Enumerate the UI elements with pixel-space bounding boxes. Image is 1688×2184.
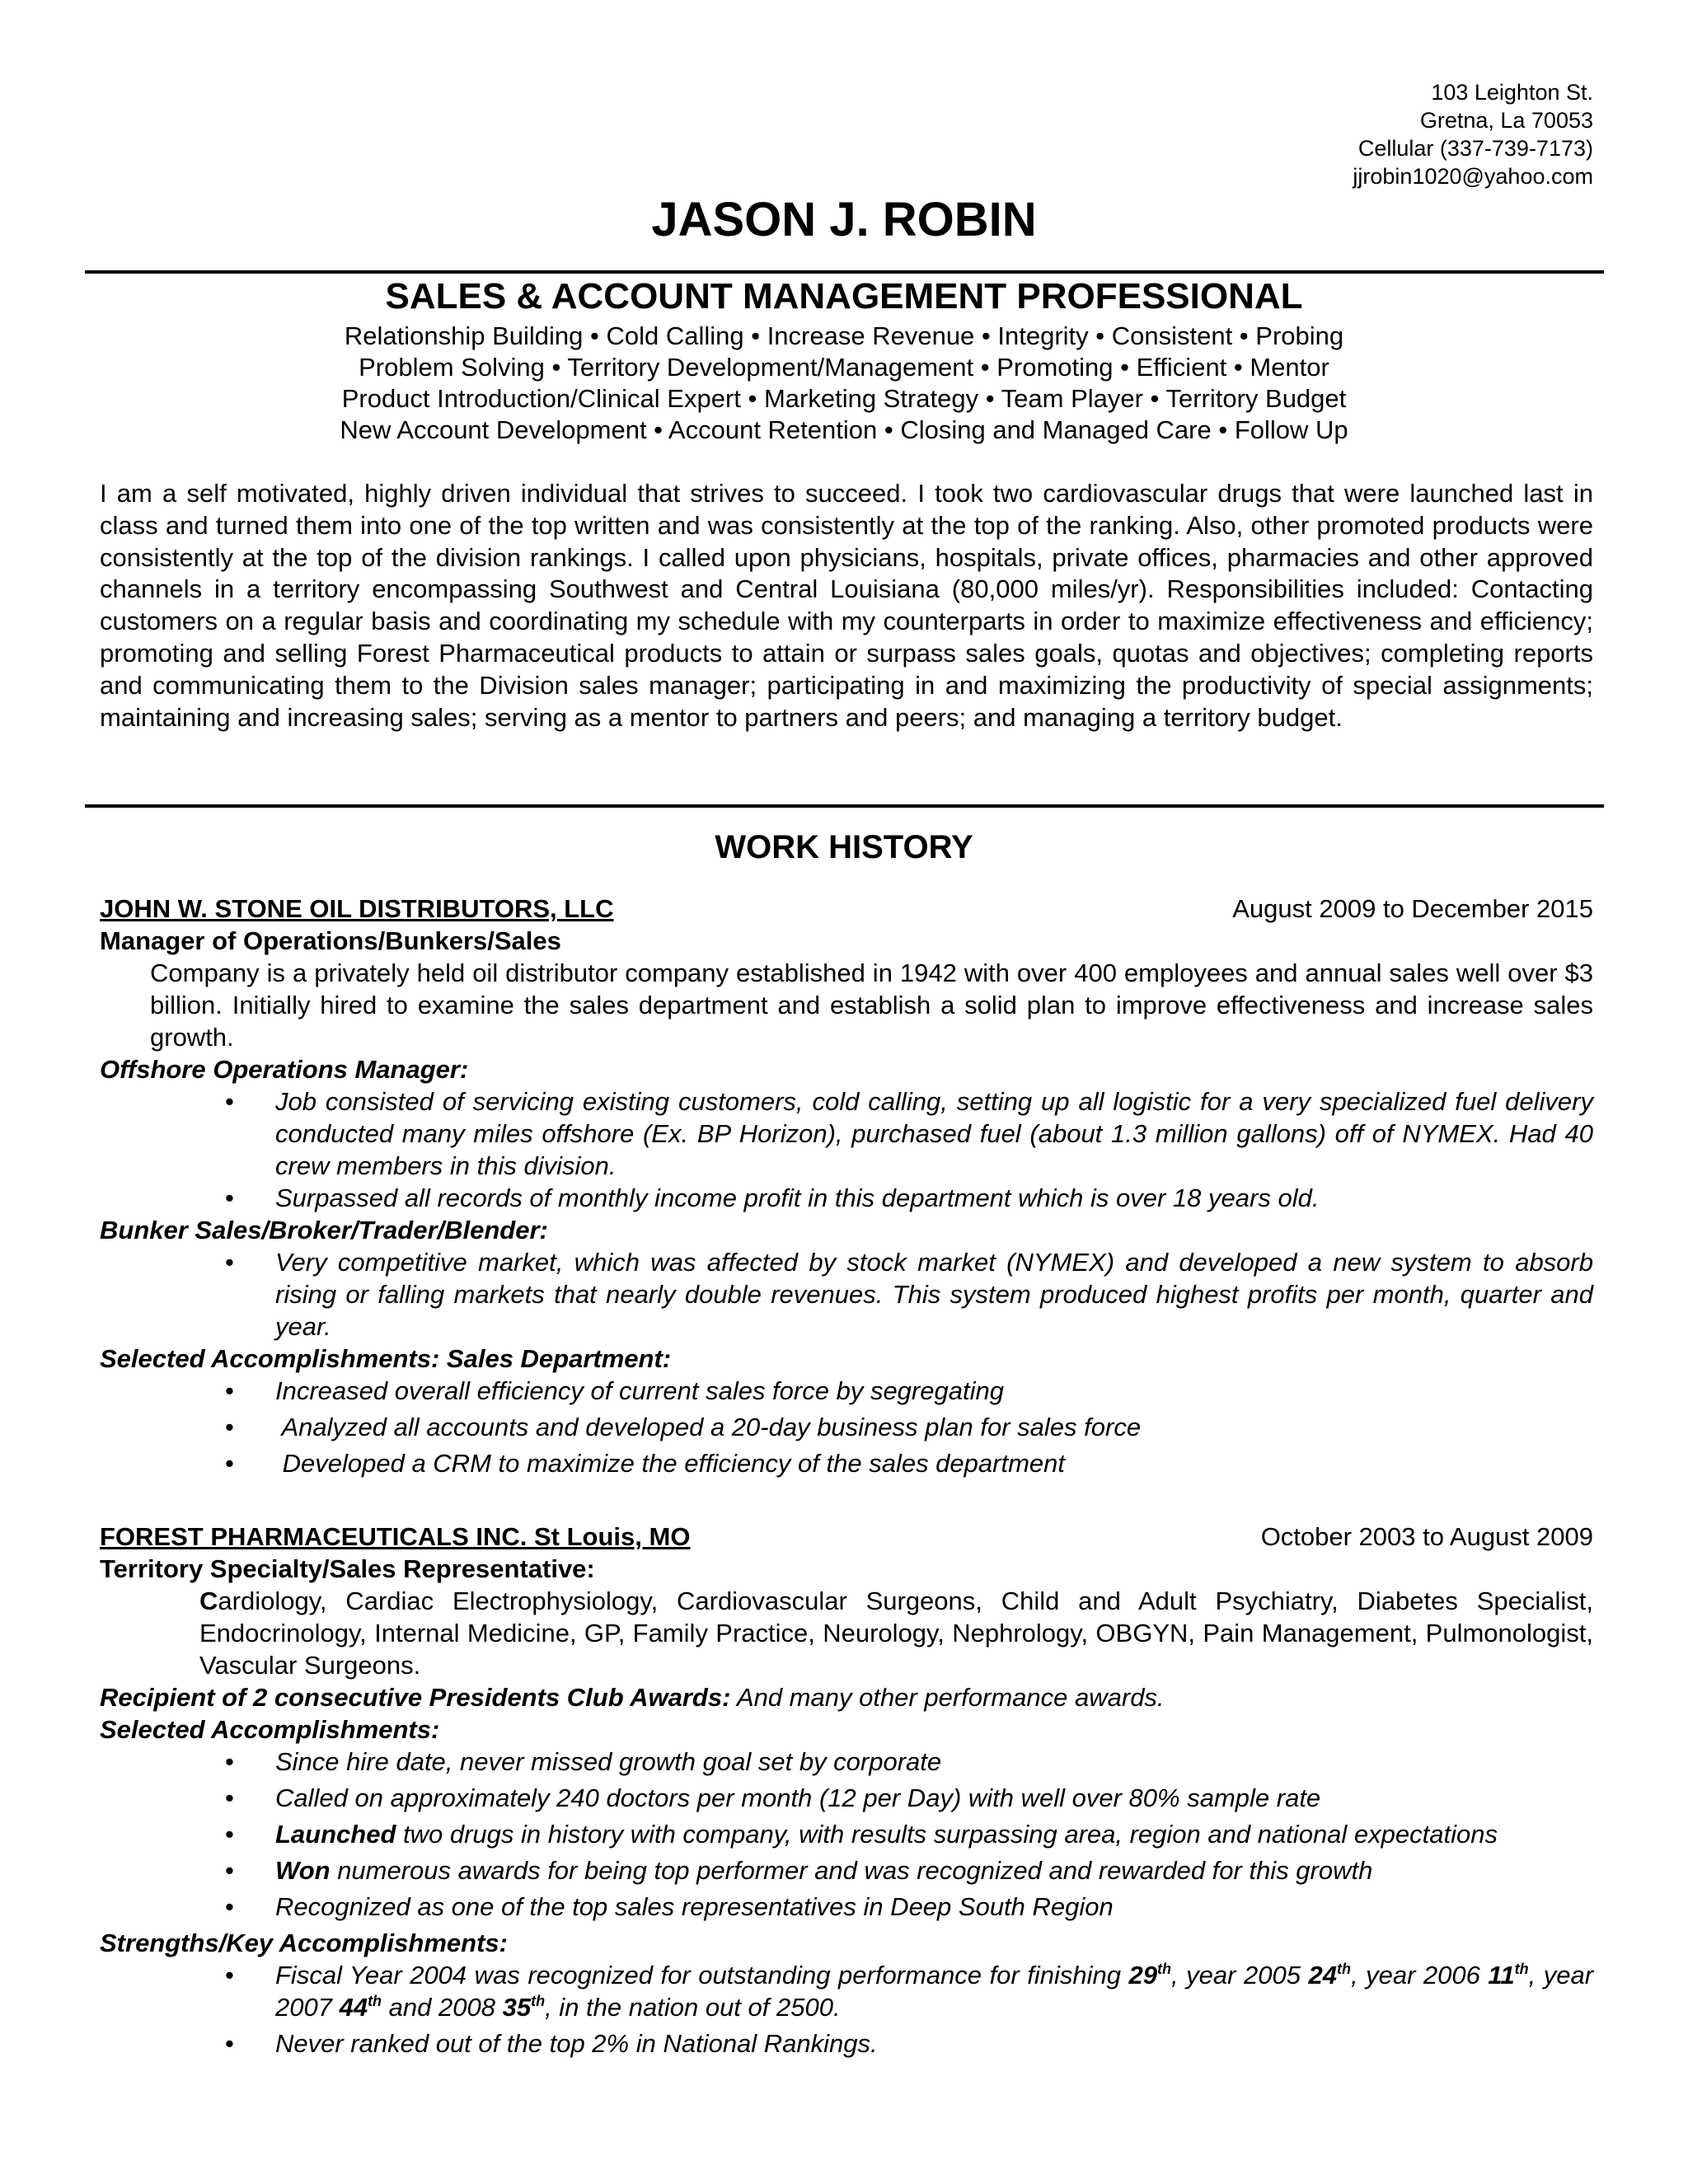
company-name: JOHN W. STONE OIL DISTRIBUTORS, LLC — [100, 894, 614, 923]
offshore-heading: Offshore Operations Manager: — [100, 1055, 469, 1084]
list-item: • Launched two drugs in history with company, with results surpassing area, region and national expectations — [225, 1820, 1498, 1849]
header-divider — [85, 270, 1604, 274]
list-item: • Recognized as one of the top sales representatives in Deep South Region — [225, 1892, 1114, 1921]
list-item: • Since hire date, never missed growth goal set by corporate — [225, 1747, 942, 1776]
skills-list — [0, 321, 1688, 446]
list-item: • Very competitive market, which was affected by stock market (NYMEX) and developed a new system to absorb rising or falling markets that nearly double revenues. This system produced highest profits per month, quarter and year. — [225, 1248, 1593, 1341]
job-header — [100, 1521, 1593, 1553]
list-item: • Analyzed all accounts and developed a 20-day business plan for sales force — [225, 1413, 1142, 1441]
bunker-bullets — [100, 1246, 1593, 1343]
strengths-heading: Strengths/Key Accomplishments: — [100, 1929, 508, 1957]
contact-street: 103 Leighton St. — [1431, 80, 1593, 105]
bunker-heading: Bunker Sales/Broker/Trader/Blender: — [100, 1216, 548, 1244]
sales-accomplishments — [100, 1375, 1593, 1479]
job-title: Manager of Operations/Bunkers/Sales — [100, 926, 561, 955]
contact-city: Gretna, La 70053 — [1419, 108, 1593, 133]
contact-block — [1099, 78, 1593, 190]
job-dates: October 2003 to August 2009 — [1260, 1522, 1593, 1551]
skills-line: Product Introduction/Clinical Expert • Marketing Strategy • Team Player • Territory Budget — [341, 384, 1347, 413]
list-item: • Developed a CRM to maximize the efficiency of the sales department — [225, 1449, 1066, 1478]
summary-divider — [85, 804, 1604, 808]
skills-line: Relationship Building • Cold Calling • Increase Revenue • Integrity • Consistent • Probing — [344, 321, 1344, 350]
selected-accomplishments — [100, 1746, 1593, 1923]
job-title: Territory Specialty/Sales Representative: — [100, 1554, 595, 1583]
list-item: • Job consisted of servicing existing customers, cold calling, setting up all logistic for a very specialized fuel delivery conducted many miles offshore (Ex. BP Horizon), purchased fuel (about 1.3 million gallons) off of NYMEX. Had 40 crew members in this division. — [225, 1087, 1593, 1180]
skills-line: Problem Solving • Territory Development/Management • Promoting • Efficient • Mentor — [359, 353, 1329, 382]
contact-email: jjrobin1020@yahoo.com — [1353, 164, 1593, 189]
professional-headline: SALES & ACCOUNT MANAGEMENT PROFESSIONAL — [385, 276, 1303, 316]
list-item: • Won numerous awards for being top performer and was recognized and rewarded for this growth — [225, 1856, 1373, 1885]
selected-accomplishments-heading: Selected Accomplishments: — [100, 1715, 440, 1744]
sales-accomplishments-heading: Selected Accomplishments: Sales Department: — [100, 1344, 672, 1373]
candidate-name: JASON J. ROBIN — [651, 193, 1037, 246]
contact-phone: Cellular (337-739-7173) — [1357, 136, 1593, 161]
job-header — [100, 893, 1593, 925]
list-item: • Surpassed all records of monthly income profit in this department which is over 18 years old. — [225, 1183, 1320, 1212]
work-history-title: WORK HISTORY — [715, 829, 973, 865]
company-description: Company is a privately held oil distributor company established in 1942 with over 400 employees and annual sales well over $3 billion. Initially hired to examine the sales department and establish a solid plan to improve effectiveness and increase sales growth. — [150, 958, 1593, 1052]
list-item: • Increased overall efficiency of current sales force by segregating — [225, 1376, 1004, 1405]
specialties-paragraph: Cardiology, Cardiac Electrophysiology, Cardiovascular Surgeons, Child and Adult Psychiatry, Diabetes Specialist, Endocrinology, Internal Medicine, GP, Family Practice, Neurology, Nephrology, OBGYN, Pain Management, Pulmonologist, Vascular Surgeons. — [199, 1586, 1593, 1680]
list-item: • Fiscal Year 2004 was recognized for outstanding performance for finishing 29th, year 2005 24th, year 2006 11th, year 2007 44th and 2008 35th, in the nation out of 2500. — [225, 1961, 1594, 2022]
list-item: • Never ranked out of the top 2% in National Rankings. — [225, 2029, 878, 2058]
strengths-list — [100, 1959, 1593, 2060]
awards-line: Recipient of 2 consecutive Presidents Club Awards: And many other performance awards. — [100, 1683, 1165, 1712]
offshore-bullets — [100, 1085, 1593, 1214]
skills-line: New Account Development • Account Retention • Closing and Managed Care • Follow Up — [340, 415, 1348, 444]
company-name: FOREST PHARMACEUTICALS INC. St Louis, MO — [100, 1522, 691, 1551]
summary-paragraph: I am a self motivated, highly driven individual that strives to succeed. I took two cardiovascular drugs that were launched last in class and turned them into one of the top written and was consistently at the top of the ranking. Also, other promoted products were consistently at the top of the division rankings. I called upon physicians, hospitals, private offices, pharmacies and other approved channels in a territory encompassing Southwest and Central Louisiana (80,000 miles/yr). Responsibilities included: Contacting customers on a regular basis and coordinating my schedule with my counterparts in order to maximize effectiveness and efficiency; promoting and selling Forest Pharmaceutical products to attain or surpass sales goals, quotas and objectives; completing reports and communicating them to the Division sales manager; participating in and maximizing the productivity of special assignments; maintaining and increasing sales; serving as a mentor to partners and peers; and managing a territory budget. — [100, 479, 1593, 732]
job-dates: August 2009 to December 2015 — [1232, 894, 1593, 923]
job-forest-pharma — [100, 1521, 1593, 2064]
job-stone-oil — [100, 893, 1593, 1483]
list-item: • Called on approximately 240 doctors per month (12 per Day) with well over 80% sample rate — [225, 1783, 1321, 1812]
